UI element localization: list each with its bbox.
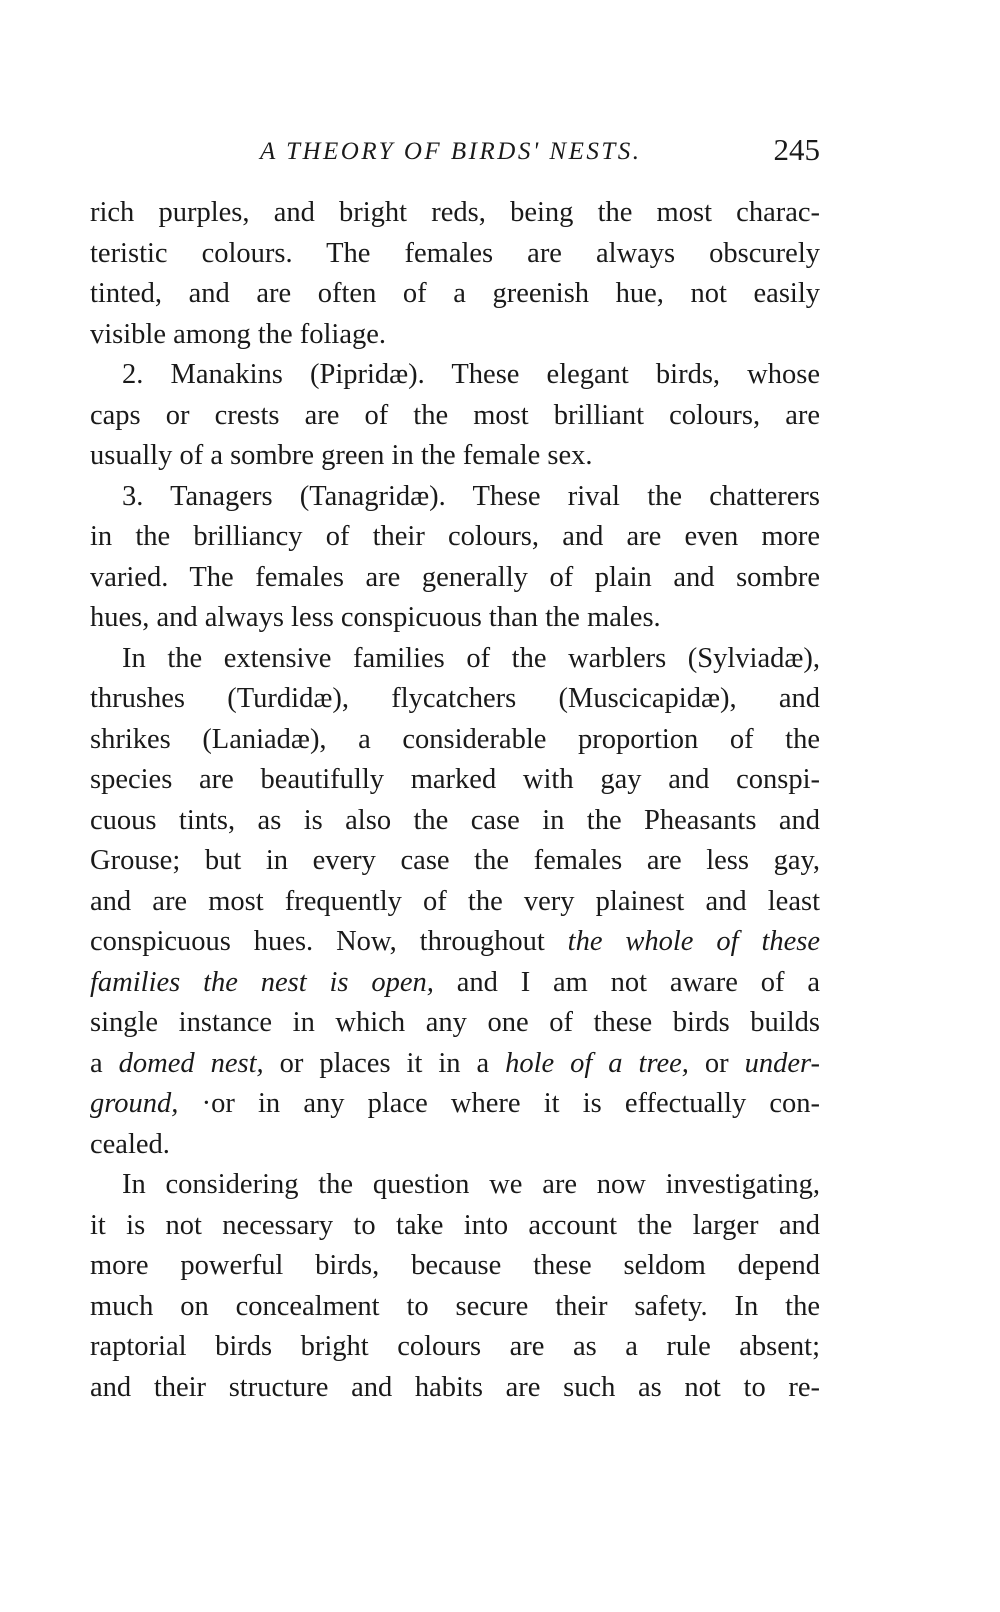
- text-line: [90, 963, 820, 1004]
- text-line: 2. Manakins (Pipridæ). These elegant birds, whose: [122, 359, 820, 390]
- text-line: it is not necessary to take into account the larger and: [90, 1209, 820, 1241]
- text-run: or: [704, 1047, 729, 1079]
- text-line: usually of a sombre green in the female sex.: [90, 440, 593, 471]
- italic-run: the whole of these: [567, 926, 820, 957]
- text-line: Grouse; but in every case the females are less gay,: [90, 845, 820, 876]
- italic-run: families the nest is open,: [90, 966, 434, 998]
- body-text: [90, 193, 820, 1408]
- italic-run: domed nest,: [118, 1047, 264, 1079]
- italic-run: ground,: [90, 1088, 179, 1119]
- text-line: more powerful birds, because these seldom depend: [90, 1250, 820, 1281]
- text-line: in the brilliancy of their colours, and are even more: [90, 521, 820, 552]
- text-line: species are beautifully marked with gay and conspi-: [90, 764, 820, 795]
- text-line: [90, 1084, 820, 1125]
- text-line: In considering the question we are now investigating,: [122, 1169, 820, 1200]
- text-line: tinted, and are often of a greenish hue, not easily: [90, 278, 820, 309]
- text-line: visible among the foliage.: [90, 318, 387, 350]
- text-line: hues, and always less conspicuous than the males.: [90, 602, 661, 633]
- text-line: teristic colours. The females are always obscurely: [90, 237, 820, 269]
- page-header: [250, 132, 820, 172]
- text-line: varied. The females are generally of plain and sombre: [90, 561, 820, 593]
- text-run: a: [90, 1047, 103, 1079]
- text-line: caps or crests are of the most brilliant colours, are: [90, 399, 820, 431]
- text-line: In the extensive families of the warblers (Sylviadæ),: [122, 642, 820, 674]
- text-line: [90, 1044, 820, 1085]
- text-run: conspicuous hues. Now, throughout: [90, 926, 545, 957]
- italic-run: hole of a tree,: [505, 1047, 689, 1079]
- text-line: shrikes (Laniadæ), a considerable proportion of the: [90, 723, 820, 755]
- text-line: single instance in which any one of these birds builds: [90, 1007, 820, 1038]
- text-line: cealed.: [90, 1128, 170, 1160]
- text-line: raptorial birds bright colours are as a rule absent;: [90, 1331, 820, 1362]
- page-number: 245: [773, 132, 820, 167]
- text-line: rich purples, and bright reds, being the most charac-: [90, 197, 820, 228]
- text-line: [90, 922, 820, 963]
- text-line: and their structure and habits are such as not to re-: [90, 1371, 820, 1403]
- text-run: and I am not aware of a: [456, 966, 821, 998]
- text-run: or places it in a: [279, 1047, 490, 1079]
- italic-run: under-: [744, 1047, 821, 1079]
- text-line: and are most frequently of the very plainest and least: [90, 885, 820, 917]
- running-title: A THEORY OF BIRDS' NESTS.: [260, 138, 642, 165]
- text-run: ·or in any place where it is effectually con-: [201, 1088, 820, 1119]
- text-line: cuous tints, as is also the case in the Pheasants and: [90, 804, 820, 836]
- text-line: much on concealment to secure their safety. In the: [90, 1290, 820, 1322]
- text-line: thrushes (Turdidæ), flycatchers (Muscicapidæ), and: [90, 683, 820, 714]
- text-line: 3. Tanagers (Tanagridæ). These rival the chatterers: [122, 480, 820, 512]
